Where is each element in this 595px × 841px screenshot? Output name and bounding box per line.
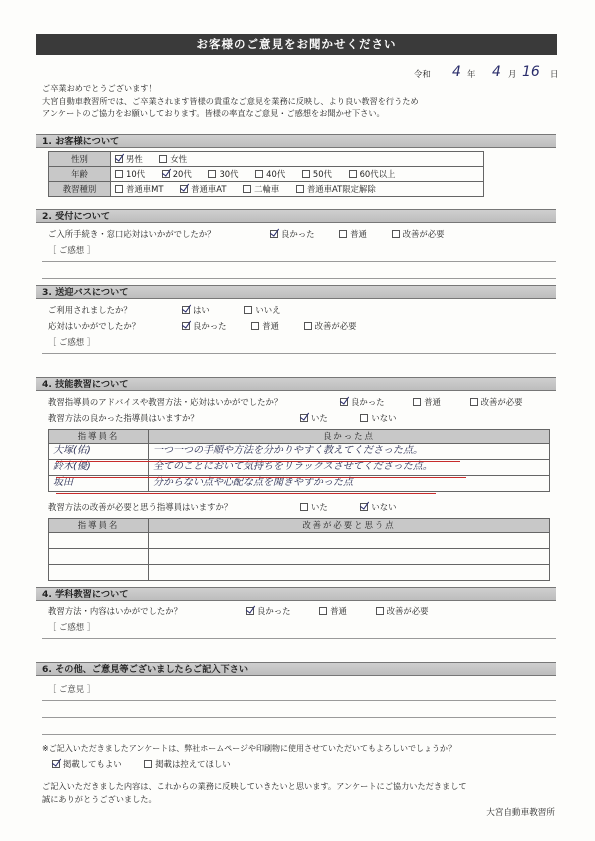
checkbox-checked[interactable] [182, 306, 190, 314]
classroom-question: 教習方法・内容はいかがでしたか？ [48, 606, 182, 616]
bad-instructor-yes[interactable] [300, 502, 328, 513]
checkbox[interactable] [304, 322, 312, 330]
date-month-unit: 月 [508, 69, 517, 79]
column-header-improve-point: 改善が必要と思う点 [149, 519, 550, 533]
checkbox[interactable] [360, 414, 368, 422]
option-label: 普通車MT [126, 183, 164, 194]
option-label: 普通 [424, 397, 441, 407]
column-header-good-point: 良かった点 [149, 430, 550, 444]
checkbox[interactable] [300, 503, 308, 511]
intro-line: ご卒業おめでとうございます！ [42, 83, 157, 93]
intro-line: アンケートのご協力をお願いしております。皆様の率直なご意見・ご感想をお聞かせ下さい。 [42, 108, 385, 119]
comment-line[interactable] [42, 734, 556, 735]
instructor-name-cell[interactable] [49, 565, 149, 581]
comment-line[interactable] [42, 717, 556, 718]
checkbox-checked[interactable] [360, 503, 368, 511]
good-instructor-yes[interactable] [300, 413, 328, 424]
checkbox-checked[interactable] [115, 155, 123, 163]
option-label: 良かった [281, 229, 315, 239]
checkbox[interactable] [413, 398, 421, 406]
section-header-customer: 1. お客様について [36, 134, 556, 148]
option-label: いいえ [255, 305, 281, 315]
bad-instructor-table [48, 518, 550, 581]
instructor-name-cell[interactable] [49, 549, 149, 565]
checkbox[interactable] [244, 306, 252, 314]
instructor-name-cell[interactable]: 坂田 [49, 476, 149, 492]
skills-question-good-instructor: 教習方法の良かった指導員はいますか？ [48, 413, 199, 423]
table-row [49, 565, 550, 581]
option-label: 良かった [351, 397, 385, 407]
closing-text [42, 780, 467, 805]
option-label: 普通車AT [191, 183, 227, 194]
option-label: 掲載してもよい [63, 759, 122, 769]
shuttle-service-good[interactable] [182, 321, 227, 332]
skills-question-advice: 教習指導員のアドバイスや教習方法・応対はいかがでしたか？ [48, 397, 283, 407]
checkbox[interactable] [115, 185, 123, 193]
red-underline [56, 477, 466, 478]
good-instructor-options [300, 413, 411, 424]
table-row [49, 444, 550, 460]
reception-options [270, 229, 458, 240]
skills-advice-good[interactable] [340, 397, 385, 408]
red-underline [56, 461, 460, 462]
option-label: いた [311, 502, 328, 512]
comment-line[interactable] [42, 261, 556, 262]
checkbox[interactable] [115, 170, 123, 178]
permission-options [52, 759, 245, 770]
option-label: 普通 [262, 321, 279, 331]
instructor-name-cell[interactable]: 大塚(佑) [49, 444, 149, 460]
classroom-option-good[interactable] [246, 606, 291, 617]
reception-question: ご入所手続き・窓口応対はいかがでしたか？ [48, 229, 216, 239]
option-label: 40代 [266, 168, 286, 179]
checkbox-checked[interactable] [52, 760, 60, 768]
option-label: 男性 [126, 153, 143, 164]
age-options [111, 167, 484, 182]
checkbox[interactable] [251, 322, 259, 330]
intro-line: 大宮自動車教習所では、ご卒業されます皆様の貴重なご意見を業務に反映し、より良い教習を行うため [42, 95, 419, 106]
comment-line[interactable] [42, 638, 556, 639]
option-label: 60代以上 [359, 168, 396, 179]
checkbox[interactable] [376, 607, 384, 615]
shuttle-service-improve[interactable] [304, 321, 357, 332]
instructor-name-cell[interactable]: 鈴木(優) [49, 460, 149, 476]
skills-question-bad-instructor: 教習方法の改善が必要と思う指導員はいますか？ [48, 502, 233, 512]
checkbox[interactable] [255, 170, 263, 178]
gender-label: 性別 [49, 152, 111, 167]
checkbox-checked[interactable] [182, 322, 190, 330]
section-header-other: 6. その他、ご意見等ございましたらご記入下さい [36, 662, 556, 676]
option-label: 改善が必要 [480, 397, 523, 407]
option-label: いない [371, 413, 397, 423]
red-underline [56, 493, 436, 494]
shuttle-service-normal[interactable] [251, 321, 279, 332]
checkbox[interactable] [349, 170, 357, 178]
option-label: はい [193, 305, 210, 315]
section-header-classroom: 4. 学科教習について [36, 587, 556, 601]
skills-advice-normal[interactable] [413, 397, 441, 408]
gender-option-male[interactable] [115, 154, 143, 165]
checkbox-checked[interactable] [270, 230, 278, 238]
skills-advice-improve[interactable] [470, 397, 523, 408]
closing-line: ご記入いただきました内容は、これからの業務に反映していきたいと思います。アンケートにご協力いただきまして [42, 781, 467, 791]
date-row [400, 66, 570, 82]
good-point-cell[interactable]: 全てのことにおいて気持ちをリラックスさせてくださった点。 [149, 460, 550, 476]
date-year-unit: 年 [467, 69, 476, 79]
reception-comment-label: ［ ご感想 ］ [48, 245, 96, 255]
instructor-name-cell[interactable] [49, 533, 149, 549]
option-label: いた [311, 413, 328, 423]
option-label: 掲載は控えてほしい [155, 759, 231, 769]
date-month[interactable]: 4 [492, 64, 501, 80]
classroom-options [246, 606, 442, 617]
age-option-10s[interactable] [115, 169, 145, 180]
skills-advice-options [340, 397, 536, 408]
checkbox-checked[interactable] [300, 414, 308, 422]
date-year[interactable]: 4 [452, 64, 461, 80]
age-option-60s-plus[interactable] [349, 169, 396, 180]
option-label: 良かった [193, 321, 227, 331]
checkbox-checked[interactable] [180, 185, 188, 193]
gender-option-female[interactable] [159, 154, 187, 165]
option-label: 改善が必要 [386, 606, 429, 616]
good-point-cell[interactable]: 分からない点や心配な点を聞きやすかった点 [149, 476, 550, 492]
other-comment-label: ［ ご意見 ］ [48, 684, 96, 694]
comment-line[interactable] [42, 278, 556, 279]
closing-line: 誠にありがとうございました。 [42, 793, 157, 804]
date-day-unit: 日 [550, 69, 559, 79]
age-option-30s[interactable] [208, 169, 238, 180]
shuttle-service-options [182, 321, 370, 332]
option-label: 良かった [257, 606, 291, 616]
checkbox[interactable] [302, 170, 310, 178]
bad-instructor-options [300, 502, 411, 513]
option-label: 30代 [219, 168, 239, 179]
age-label: 年齢 [49, 167, 111, 182]
shuttle-question-service: 応対はいかがでしたか？ [48, 321, 141, 331]
option-label: 改善が必要 [314, 321, 357, 331]
table-row [49, 549, 550, 565]
checkbox[interactable] [243, 185, 251, 193]
section-header-shuttle-bus: 3. 送迎バスについて [36, 285, 556, 299]
option-label: 普通 [350, 229, 367, 239]
classroom-option-normal[interactable] [319, 606, 347, 617]
option-label: 改善が必要 [402, 229, 445, 239]
permission-allow[interactable] [52, 759, 122, 770]
checkbox[interactable] [208, 170, 216, 178]
comment-line[interactable] [42, 353, 556, 354]
table-row [49, 533, 550, 549]
license-option-at-removal[interactable] [296, 184, 376, 195]
permission-question: ※ご記入いただきましたアンケートは、弊社ホームページや印刷物に使用させていただいてもよろしいでしょうか？ [42, 744, 457, 753]
gender-options [111, 152, 484, 167]
license-options [111, 182, 484, 197]
license-type-label: 教習種別 [49, 182, 111, 197]
checkbox[interactable] [470, 398, 478, 406]
checkbox[interactable] [159, 155, 167, 163]
improve-point-cell[interactable] [149, 533, 550, 549]
option-label: 10代 [126, 168, 146, 179]
checkbox-checked[interactable] [246, 607, 254, 615]
option-label: いない [371, 502, 397, 512]
improve-point-cell[interactable] [149, 549, 550, 565]
checkbox[interactable] [339, 230, 347, 238]
checkbox[interactable] [392, 230, 400, 238]
option-label: 普通車AT限定解除 [306, 183, 376, 194]
option-label: 普通 [330, 606, 347, 616]
license-option-motorcycle[interactable] [243, 184, 279, 195]
license-option-at[interactable] [180, 184, 226, 195]
checkbox-checked[interactable] [340, 398, 348, 406]
section-header-skills: 4. 技能教習について [36, 377, 556, 391]
bad-instructor-no[interactable] [360, 502, 396, 513]
column-header-instructor: 指導員名 [49, 430, 149, 444]
age-option-20s[interactable] [162, 169, 192, 180]
checkbox-checked[interactable] [162, 170, 170, 178]
good-instructor-no[interactable] [360, 413, 396, 424]
shuttle-comment-label: ［ ご感想 ］ [48, 337, 96, 347]
option-label: 50代 [312, 168, 332, 179]
page-title: お客様のご意見をお聞かせください [36, 34, 557, 55]
checkbox[interactable] [296, 185, 304, 193]
comment-line[interactable] [42, 700, 556, 701]
reception-option-improve[interactable] [392, 229, 445, 240]
good-point-cell[interactable]: 一つ一つの手順や方法を分かりやすく教えてくださった点。 [149, 444, 550, 460]
age-option-50s[interactable] [302, 169, 332, 180]
checkbox[interactable] [144, 760, 152, 768]
shuttle-question-used: ご利用されましたか？ [48, 305, 132, 315]
customer-info-table [48, 151, 484, 197]
reception-option-good[interactable] [270, 229, 315, 240]
date-era: 令和 [414, 69, 431, 79]
shuttle-used-yes[interactable] [182, 305, 210, 316]
improve-point-cell[interactable] [149, 565, 550, 581]
classroom-comment-label: ［ ご感想 ］ [48, 622, 96, 632]
shuttle-used-options [182, 305, 295, 316]
age-option-40s[interactable] [255, 169, 285, 180]
school-signature: 大宮自動車教習所 [486, 808, 555, 818]
date-day[interactable]: 16 [522, 64, 540, 80]
permission-decline[interactable] [144, 759, 230, 770]
column-header-instructor: 指導員名 [49, 519, 149, 533]
option-label: 二輪車 [254, 183, 280, 194]
option-label: 20代 [172, 168, 192, 179]
option-label: 女性 [170, 153, 188, 164]
shuttle-used-no[interactable] [244, 305, 280, 316]
section-header-reception: 2. 受付について [36, 209, 556, 223]
checkbox[interactable] [319, 607, 327, 615]
intro-text [42, 82, 562, 120]
license-option-mt[interactable] [115, 184, 163, 195]
classroom-option-improve[interactable] [376, 606, 429, 617]
reception-option-normal[interactable] [339, 229, 367, 240]
